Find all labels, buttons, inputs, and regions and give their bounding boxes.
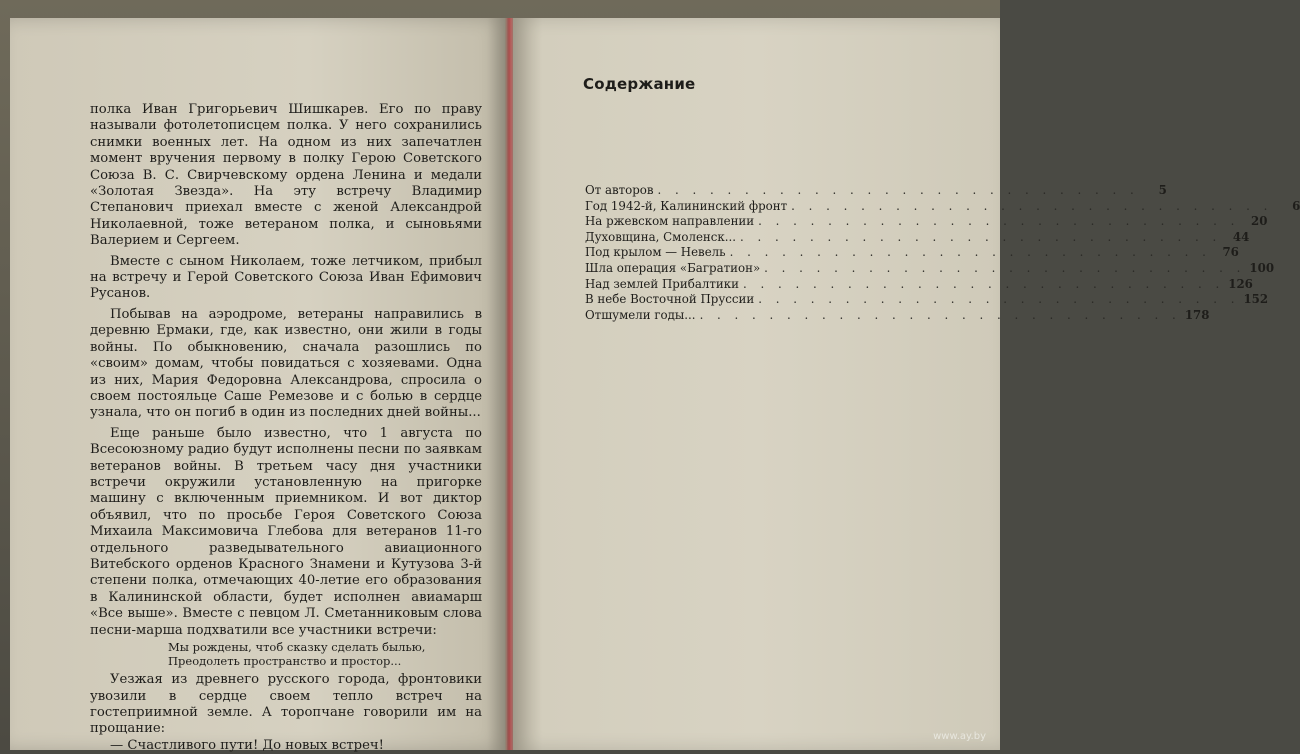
toc-entry-label: Над землей Прибалтики	[585, 276, 739, 291]
left-page-text	[90, 102, 482, 754]
toc-entry-label: На ржевском направлении	[585, 214, 755, 229]
toc-leader-dots: . . . . . . . . . . . . . . . . . . . . . . . . . . . .	[729, 245, 1211, 260]
toc-leader-dots: . . . . . . . . . . . . . . . . . . . . . . . . . . . .	[699, 307, 1181, 322]
toc-entry-label: Духовщина, Смоленск...	[585, 229, 737, 244]
toc-entry-label: От авторов	[585, 183, 654, 197]
toc-entry-label: В небе Восточной Пруссии	[585, 292, 755, 307]
song-verse	[168, 641, 482, 668]
toc-leader-dots: . . . . . . . . . . . . . . . . . . . . . . . . . . . .	[742, 276, 1225, 291]
toc-leader-dots: . . . . . . . . . . . . . . . . . . . . . . . . . . . .	[657, 183, 1139, 197]
toc-entry	[585, 214, 1268, 230]
toc-entry-page: 5	[1158, 183, 1167, 197]
toc-entry-page: 20	[1250, 214, 1268, 229]
book-spread	[0, 18, 1000, 753]
toc-entry	[585, 245, 1239, 261]
toc-entry-page: 44	[1232, 229, 1250, 244]
toc-entry	[585, 292, 1269, 308]
toc-entry-label: Отшумели годы...	[585, 307, 696, 322]
toc-entry-page: 6	[1292, 198, 1300, 213]
toc-title: Содержание	[583, 75, 696, 93]
toc-entry	[585, 183, 1167, 199]
toc-entry-label: Шла операция «Багратион»	[585, 260, 761, 275]
right-page	[513, 18, 1000, 750]
toc-leader-dots: . . . . . . . . . . . . . . . . . . . . . . . . . . . .	[764, 260, 1246, 275]
verse-line-1: Мы рождены, чтоб сказку сделать былью,	[168, 640, 426, 654]
toc-entry-label: Год 1942-й, Калининский фронт	[585, 198, 788, 213]
toc-entry-page: 152	[1243, 292, 1269, 307]
closing-paragraph: Уезжая из древнего русского города, фронтовики увозили в сердце своем тепло встреч на гостеприимной земле. А торопчане говорили им на прощание:	[90, 672, 482, 737]
toc-entry	[585, 229, 1250, 246]
toc-leader-dots: . . . . . . . . . . . . . . . . . . . . . . . . . . . .	[791, 198, 1273, 213]
verse-line-2: Преодолеть пространство и простор...	[168, 653, 402, 668]
toc-leader-dots: . . . . . . . . . . . . . . . . . . . . . . . . . . . .	[758, 214, 1240, 229]
toc-leader-dots: . . . . . . . . . . . . . . . . . . . . . . . . . . . .	[758, 292, 1240, 307]
paragraph-1: полка Иван Григорьевич Шишкарев. Его по праву называли фотолетописцем полка. У него сохранились снимки военных лет. На одном из них запечатлен момент вручения первому в полку Герою Советского Союза В. С. Свирчевскому ордена Ленина и медали «Золотая Звезда». На эту встречу Владимир Степанович приехал вместе с женой Александрой Николаевной, тоже ветераном полка, и сыновьями Валерием и Сергеем.	[90, 102, 482, 249]
farewell-line: — Счастливого пути! До новых встреч!	[110, 737, 384, 753]
toc-leader-dots: . . . . . . . . . . . . . . . . . . . . . . . . . . . .	[740, 229, 1222, 244]
toc-entry	[585, 307, 1210, 324]
paragraph-3: Побывав на аэродроме, ветераны направились в деревню Ермаки, где, как известно, они жили в годы войны. По обыкновению, сначала разошлись по «своим» домам, чтобы повидаться с хозяевами. Одна из них, Мария Федоровна Александрова, спросила о своем постояльце Саше Ремезове и с болью в сердце узнала, что он погиб в один из последних дней войны...	[90, 306, 482, 421]
toc-entry	[585, 276, 1253, 293]
toc-entry-page: 126	[1228, 276, 1253, 291]
toc-entry-page: 76	[1222, 245, 1239, 260]
toc-entry	[585, 198, 1300, 215]
toc-entry-label: Под крылом — Невель	[585, 245, 726, 260]
toc-entry-page: 178	[1184, 307, 1210, 322]
paragraph-4: Еще раньше было известно, что 1 августа по Всесоюзному радио будут исполнены песни по заявкам ветеранов войны. В третьем часу дня участники встречи окружили установленную на пригорке машину с включенным приемником. И вот диктор объявил, что по просьбе Героя Советского Союза Михаила Максимовича Глебова для ветеранов 11-го отдельного разведывательного авиационного Витебского орденов Красного Знамени и Кутузова 3-й степени полка, отмечающих 40-летие его образования в Калининской области, будет исполнен авиамарш «Все выше». Вместе с певцом Л. Сметанниковым слова песни-марша подхватили все участники встречи:	[90, 425, 482, 638]
toc-entry	[585, 260, 1275, 277]
left-page	[10, 18, 507, 753]
toc-entry-page: 100	[1249, 260, 1275, 275]
table-of-contents	[585, 183, 1300, 323]
paragraph-2: Вместе с сыном Николаем, тоже летчиком, прибыл на встречу и Герой Советского Союза Иван Ефимович Русанов.	[90, 253, 482, 302]
watermark: www.ay.by	[933, 731, 986, 742]
